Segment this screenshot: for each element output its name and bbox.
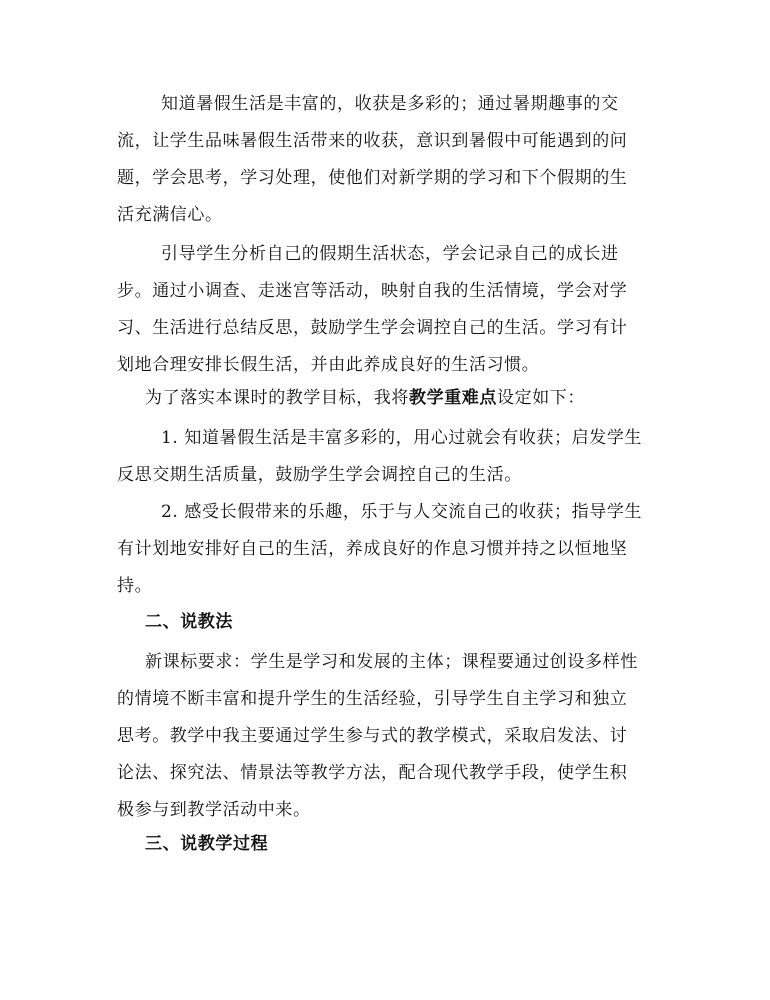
- section-number: 三、: [145, 834, 181, 854]
- section-number: 二、: [145, 612, 181, 632]
- heading-line: [117, 604, 662, 641]
- text-line: 流，让学生品味暑假生活带来的收获，意识到暑假中可能遇到的问: [117, 131, 628, 151]
- text-line: 反思交期生活质量，鼓励学生学会调控自己的生活。: [117, 465, 522, 485]
- section-title: 说教学过程: [180, 834, 269, 854]
- paragraph-goals-1: [117, 86, 662, 234]
- heading-line: [117, 826, 662, 863]
- section-heading-teaching-methods: [117, 604, 662, 641]
- text-line: 2. 感受长假带来的乐趣，乐于与人交流自己的收获；指导学生: [161, 502, 643, 522]
- text-line: 论法、探究法、情景法等教学方法，配合现代教学手段，使学生积: [117, 763, 628, 783]
- text-line: 持。: [117, 576, 153, 596]
- paragraph-key-points-intro: [117, 380, 662, 417]
- text-line: 1. 知道暑假生活是丰富多彩的，用心过就会有收获；启发学生: [161, 428, 643, 448]
- section-heading-teaching-process: [117, 826, 662, 863]
- paragraph-goals-2: [117, 236, 662, 384]
- text-line: 思考。教学中我主要通过学生参与式的教学模式，采取启发法、讨: [117, 726, 628, 746]
- text-line: 极参与到教学活动中来。: [117, 800, 311, 820]
- text-line: 划地合理安排长假生活，并由此养成良好的生活习惯。: [117, 355, 540, 375]
- text-line: 的情境不断丰富和提升学生的生活经验，引导学生自主学习和独立: [117, 689, 628, 709]
- intro-text-before: 为了落实本课时的教学目标，我将: [145, 388, 409, 408]
- text-line: 步。通过小调查、走迷宫等活动，映射自我的生活情境，学会对学: [117, 281, 628, 301]
- text-line: 习、生活进行总结反思，鼓励学生学会调控自己的生活。学习有计: [117, 318, 628, 338]
- text-line: 题，学会思考，学习处理，使他们对新学期的学习和下个假期的生: [117, 168, 628, 188]
- list-item-2: [117, 494, 662, 605]
- text-line: 新课标要求：学生是学习和发展的主体；课程要通过创设多样性: [145, 652, 638, 672]
- intro-text-after: 设定如下：: [497, 388, 585, 408]
- key-points-emphasis: 教学重难点: [409, 388, 497, 408]
- text-line: 活充满信心。: [117, 205, 223, 225]
- paragraph-teaching-methods: [117, 644, 662, 829]
- section-title: 说教法: [180, 612, 234, 632]
- text-line: 知道暑假生活是丰富的，收获是多彩的；通过暑期趣事的交: [161, 94, 619, 114]
- text-line: [117, 380, 662, 417]
- list-item-1: [117, 420, 662, 494]
- text-line: 有计划地安排好自己的生活，养成良好的作息习惯并持之以恒地坚: [117, 539, 628, 559]
- text-line: 引导学生分析自己的假期生活状态，学会记录自己的成长进: [161, 244, 619, 264]
